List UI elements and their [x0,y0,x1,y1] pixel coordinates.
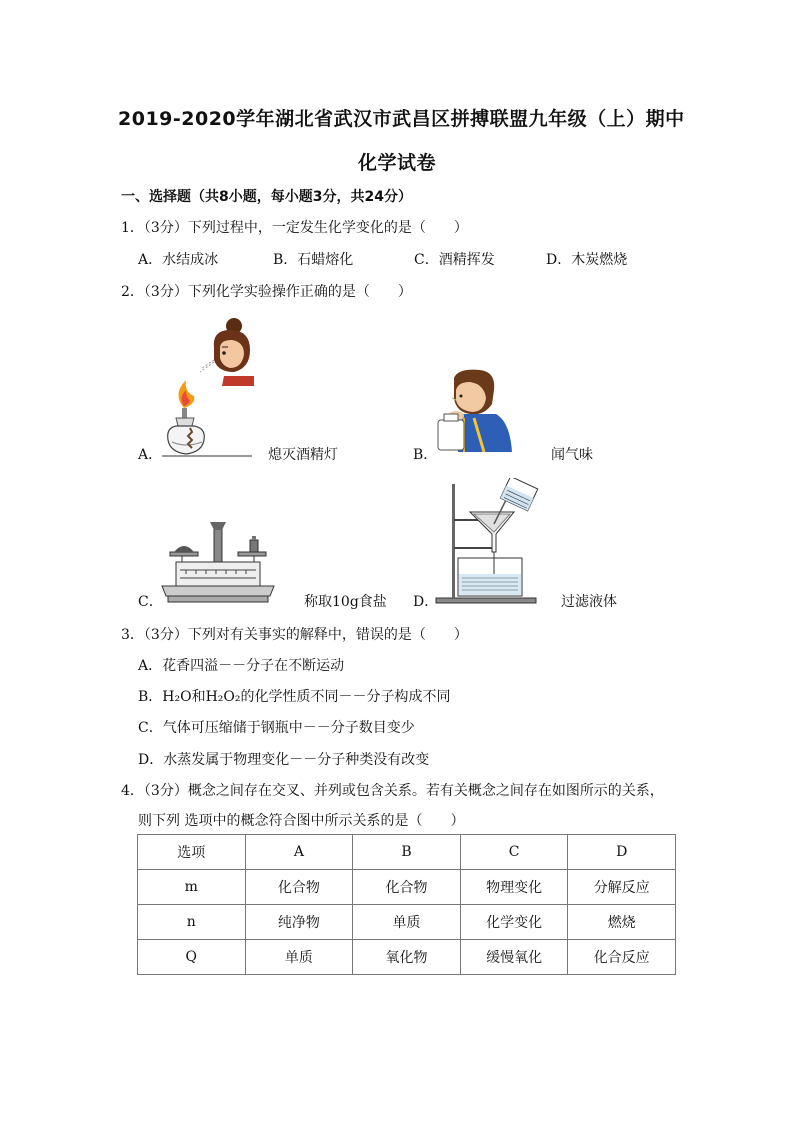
table-header-cell: A [245,835,353,870]
question-1-option-a: A．水结成冰 [138,252,219,268]
question-2-option-b-letter: B． [413,447,438,463]
table-cell: 化合反应 [568,940,676,975]
table-cell: m [138,870,246,905]
question-4-stem-line1: 4．（3分）概念之间存在交叉、并列或包含关系。若有关概念之间存在如图所示的关系， [121,783,664,799]
question-1-option-c: C．酒精挥发 [414,252,495,268]
table-cell: 物理变化 [460,870,568,905]
table-row [138,905,676,940]
table-row [138,940,676,975]
question-2-option-c-letter: C． [138,594,163,610]
table-cell: 单质 [353,905,461,940]
question-2-option-a-caption: 熄灭酒精灯 [268,447,338,463]
question-2-option-d-letter: D． [413,594,439,610]
page-title-line1: 2019-2020学年湖北省武汉市武昌区拼搏联盟九年级（上）期中 [118,108,685,130]
table-cell: 化学变化 [460,905,568,940]
question-1-stem: 1．（3分）下列过程中，一定发生化学变化的是（ ） [121,220,468,236]
smell-gas-figure [434,368,514,452]
table-cell: 化合物 [245,870,353,905]
table-header-cell: B [353,835,461,870]
question-3-option-d: D．水蒸发属于物理变化－－分子种类没有改变 [138,752,430,768]
question-2-stem: 2．（3分）下列化学实验操作正确的是（ ） [121,284,412,300]
question-4-stem-line2: 则下列 选项中的概念符合图中所示关系的是（ ） [138,813,465,829]
question-2-option-c-caption: 称取10g食盐 [304,594,387,610]
table-cell: n [138,905,246,940]
page-title-line2: 化学试卷 [358,152,437,174]
table-header-cell: C [460,835,568,870]
question-3-option-b: B．H₂O和H₂O₂的化学性质不同－－分子构成不同 [138,689,451,705]
table-cell: 氧化物 [353,940,461,975]
table-cell: 燃烧 [568,905,676,940]
concept-relation-table [137,834,676,975]
table-cell: 化合物 [353,870,461,905]
alcohol-lamp-blowing-figure [162,316,258,460]
table-cell: 单质 [245,940,353,975]
table-header-row [138,835,676,870]
table-cell: 纯净物 [245,905,353,940]
question-3-option-c: C．气体可压缩储于钢瓶中－－分子数目变少 [138,720,415,736]
question-3-stem: 3．（3分）下列对有关事实的解释中，错误的是（ ） [121,627,468,643]
balance-scale-figure [158,522,278,604]
filtration-setup-figure [434,478,542,606]
question-2-option-d-caption: 过滤液体 [561,594,617,610]
question-1-option-d: D．木炭燃烧 [546,252,628,268]
question-2-option-b-caption: 闻气味 [551,447,593,463]
table-cell: Q [138,940,246,975]
question-3-option-a: A．花香四溢－－分子在不断运动 [138,658,345,674]
table-cell: 分解反应 [568,870,676,905]
table-cell: 缓慢氧化 [460,940,568,975]
section-heading: 一、选择题（共8小题，每小题3分，共24分） [121,189,412,205]
table-row [138,870,676,905]
table-header-cell: 选项 [138,835,246,870]
question-2-option-a-letter: A． [138,447,163,463]
table-header-cell: D [568,835,676,870]
question-1-option-b: B．石蜡熔化 [273,252,354,268]
